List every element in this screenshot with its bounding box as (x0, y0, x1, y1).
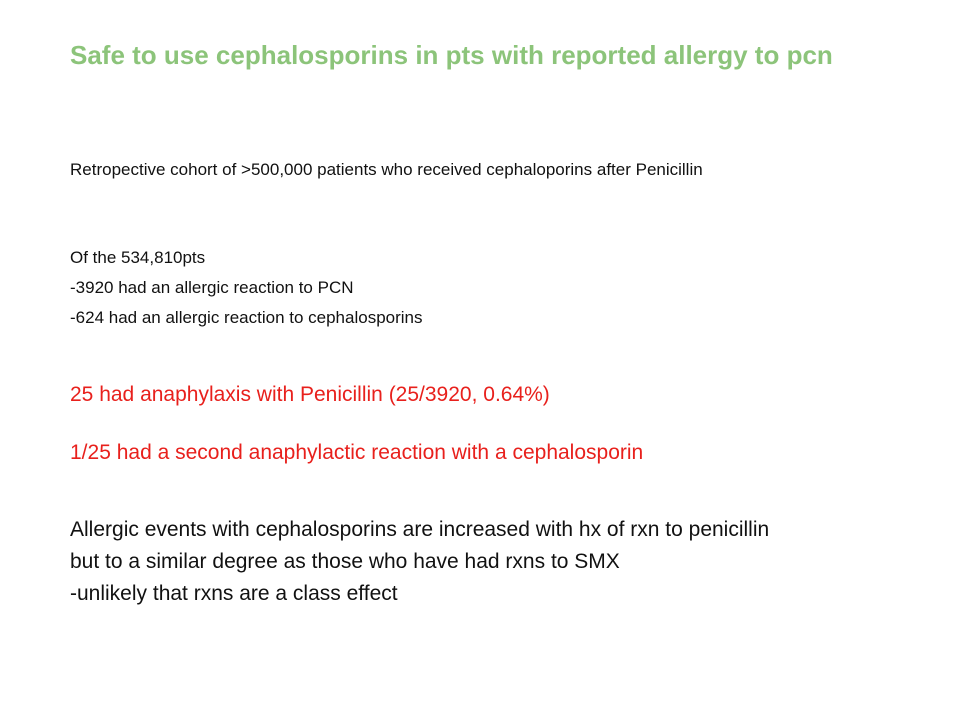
pcn-reaction-count: -3920 had an allergic reaction to PCN (70, 278, 354, 297)
ceph-reaction-count: -624 had an allergic reaction to cephalosporins (70, 308, 423, 327)
patient-total: Of the 534,810pts (70, 248, 206, 267)
anaphylaxis-pcn-highlight: 25 had anaphylaxis with Penicillin (25/3920, 0.64%) (70, 383, 550, 406)
cohort-description: Retropective cohort of >500,000 patients who received cephaloporins after Penicillin (70, 160, 703, 179)
conclusion-line-3: -unlikely that rxns are a class effect (70, 582, 398, 605)
second-anaphylaxis-highlight: 1/25 had a second anaphylactic reaction with a cephalosporin (70, 441, 644, 464)
conclusion-line-1: Allergic events with cephalosporins are increased with hx of rxn to penicillin (70, 518, 770, 541)
slide-title: Safe to use cephalosporins in pts with reported allergy to pcn (70, 40, 833, 70)
conclusion-line-2: but to a similar degree as those who have had rxns to SMX (70, 550, 620, 573)
